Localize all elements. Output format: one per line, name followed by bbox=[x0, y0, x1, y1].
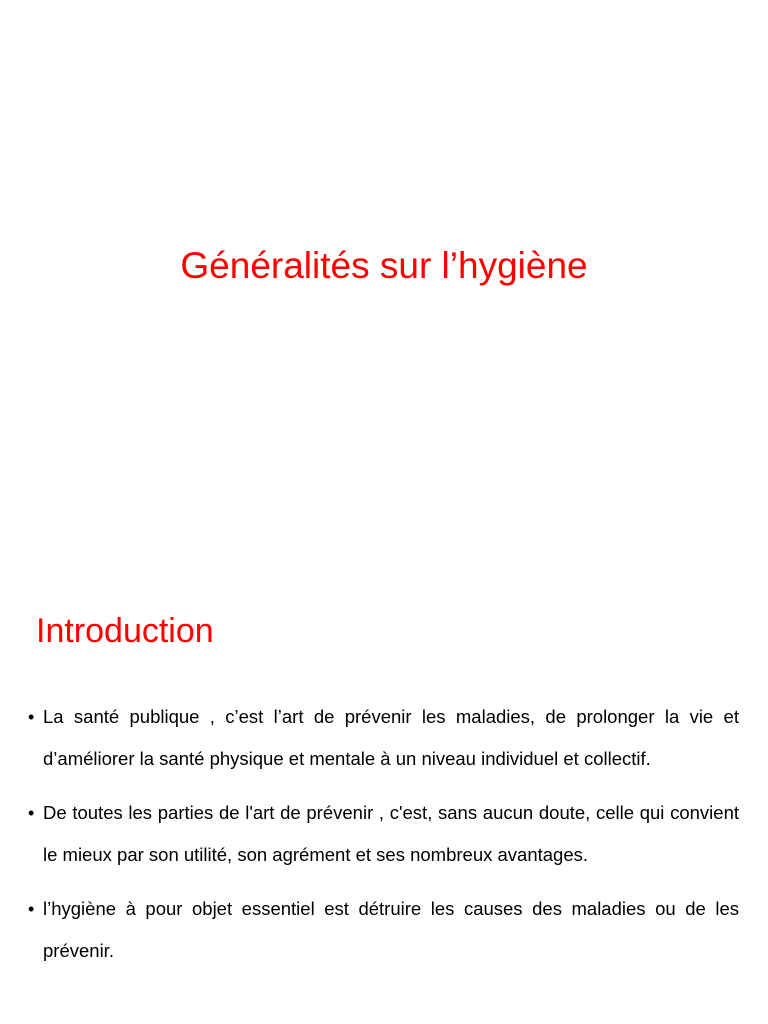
bullet-text: La santé publique , c’est l’art de prévenir les maladies, de prolonger la vie et d’améliorer la santé physique et mentale à un niveau individuel et collectif. bbox=[43, 706, 739, 769]
bullet-marker: • bbox=[28, 707, 35, 727]
bullet-text: De toutes les parties de l'art de prévenir , c'est, sans aucun doute, celle qui convient le mieux par son utilité, son agrément et ses nombreux avantages. bbox=[43, 802, 739, 865]
bullet-list bbox=[28, 696, 739, 984]
bullet-marker: • bbox=[28, 803, 35, 823]
bullet-marker: • bbox=[28, 899, 35, 919]
content-slide bbox=[0, 576, 768, 1024]
section-heading: Introduction bbox=[36, 612, 214, 650]
presentation-title: Généralités sur l’hygiène bbox=[180, 245, 588, 286]
bullet-item bbox=[28, 696, 739, 780]
bullet-item bbox=[28, 792, 739, 876]
bullet-item bbox=[28, 888, 739, 972]
bullet-text: l’hygiène à pour objet essentiel est détruire les causes des maladies ou de les prévenir. bbox=[43, 898, 739, 961]
